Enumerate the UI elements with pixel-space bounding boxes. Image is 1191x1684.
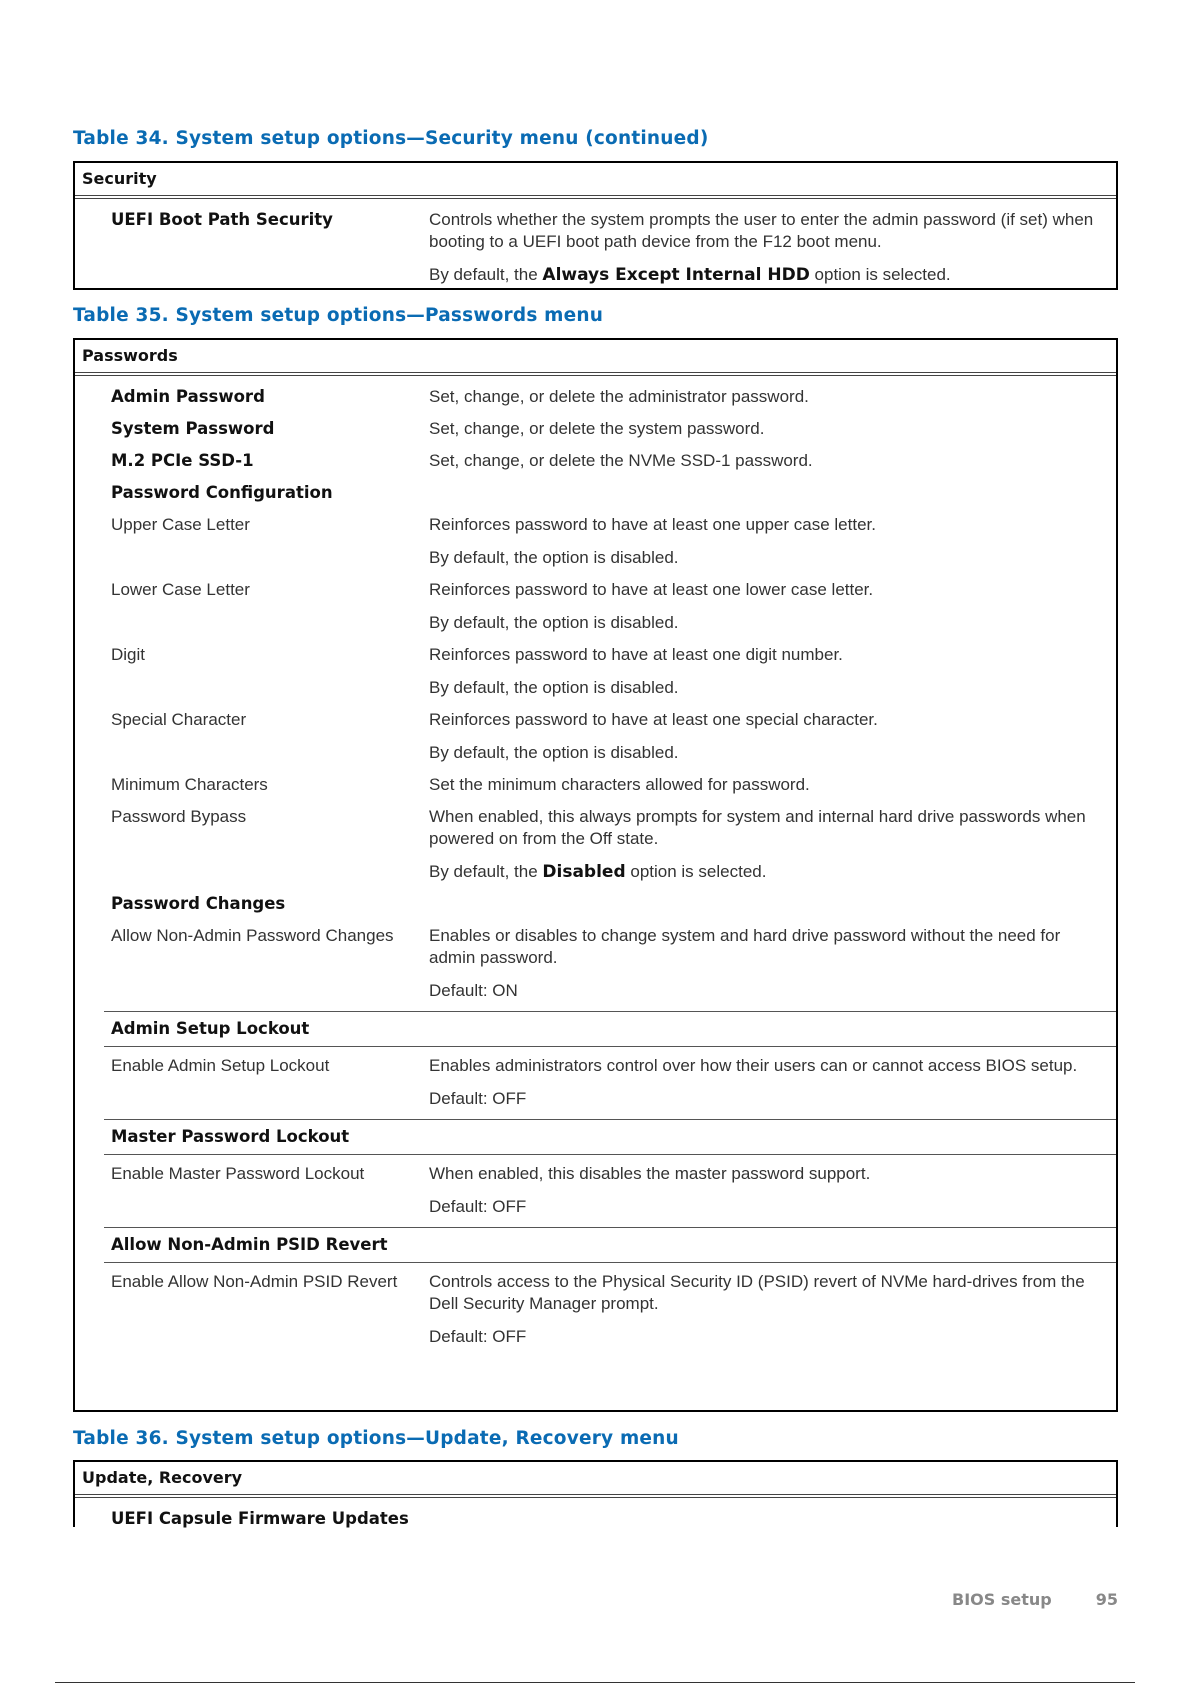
table-row xyxy=(75,1047,1116,1110)
table-row xyxy=(75,408,1116,440)
row-label: Minimum Characters xyxy=(111,775,268,794)
row-label: Password Bypass xyxy=(111,807,247,826)
row-description: Reinforces password to have at least one special character. By default, the option is disabled. xyxy=(429,710,878,762)
row-description: Set, change, or delete the system password. xyxy=(429,419,765,438)
row-label: UEFI Capsule Firmware Updates xyxy=(111,1509,409,1528)
table-34-caption: Table 34. System setup options—Security menu (continued) xyxy=(73,128,709,149)
row-description: Controls access to the Physical Security ID (PSID) revert of NVMe hard-drives from the Dell Security Manager prompt. Default: OFF xyxy=(429,1272,1085,1346)
row-label: Password Configuration xyxy=(111,483,333,502)
row-description: Reinforces password to have at least one digit number. By default, the option is disabled. xyxy=(429,645,843,697)
subsection-header: Allow Non-Admin PSID Revert xyxy=(104,1227,1116,1263)
row-description xyxy=(429,209,1116,286)
row-label: Lower Case Letter xyxy=(111,580,250,599)
bottom-divider xyxy=(55,1682,1135,1683)
table-36-header: Update, Recovery xyxy=(75,1462,1116,1498)
table-35-header: Passwords xyxy=(75,340,1116,376)
table-row xyxy=(75,1263,1116,1348)
row-label: UEFI Boot Path Security xyxy=(111,210,333,229)
subsection-header: Master Password Lockout xyxy=(104,1119,1116,1155)
table-row xyxy=(75,199,1116,286)
table-row xyxy=(75,883,1116,915)
table-row xyxy=(75,1155,1116,1218)
table-row xyxy=(75,634,1116,699)
page-number: 95 xyxy=(1095,1590,1118,1609)
row-description: Set the minimum characters allowed for password. xyxy=(429,775,810,794)
table-row xyxy=(75,376,1116,408)
table-row xyxy=(75,504,1116,569)
footer-section: BIOS setup xyxy=(952,1590,1052,1609)
table-35-caption: Table 35. System setup options—Passwords menu xyxy=(73,305,604,326)
row-description: When enabled, this disables the master password support. Default: OFF xyxy=(429,1164,871,1216)
row-description: Reinforces password to have at least one lower case letter. By default, the option is disabled. xyxy=(429,580,874,632)
row-label: Enable Allow Non-Admin PSID Revert xyxy=(111,1272,398,1291)
row-label: Special Character xyxy=(111,710,247,729)
table-row xyxy=(75,472,1116,504)
row-label: Upper Case Letter xyxy=(111,515,250,534)
page-footer xyxy=(952,1590,1118,1609)
row-description: Set, change, or delete the NVMe SSD-1 password. xyxy=(429,451,813,470)
row-label: System Password xyxy=(111,419,275,438)
row-label: Enable Master Password Lockout xyxy=(111,1164,365,1183)
row-description: When enabled, this always prompts for system and internal hard drive passwords when powered on from the Off state. By default, the Disabled option is selected. xyxy=(429,807,1086,882)
row-description: Enables or disables to change system and hard drive password without the need for admin password. Default: ON xyxy=(429,926,1061,1000)
row-description: Enables administrators control over how their users can or cannot access BIOS setup. Default: OFF xyxy=(429,1056,1078,1108)
table-row xyxy=(75,915,1116,1002)
table-row xyxy=(75,1498,1116,1530)
table-row xyxy=(75,440,1116,472)
table-36-caption: Table 36. System setup options—Update, Recovery menu xyxy=(73,1428,679,1449)
description-text: Controls whether the system prompts the user to enter the admin password (if set) when booting to a UEFI boot path device from the F12 boot menu. xyxy=(429,210,1094,251)
row-label: Digit xyxy=(111,645,146,664)
row-label: M.2 PCIe SSD-1 xyxy=(111,451,254,470)
description-default: By default, the Always Except Internal HDD option is selected. xyxy=(429,265,951,285)
table-row xyxy=(75,764,1116,796)
table-34 xyxy=(73,161,1118,290)
subsection-header: Admin Setup Lockout xyxy=(104,1011,1116,1047)
row-label: Enable Admin Setup Lockout xyxy=(111,1056,330,1075)
row-description: Set, change, or delete the administrator password. xyxy=(429,387,809,406)
row-description: Reinforces password to have at least one upper case letter. By default, the option is disabled. xyxy=(429,515,876,567)
row-label: Allow Non-Admin Password Changes xyxy=(111,926,394,945)
table-row xyxy=(75,699,1116,764)
table-row xyxy=(75,569,1116,634)
row-label: Admin Password xyxy=(111,387,265,406)
table-row xyxy=(75,796,1116,883)
table-36 xyxy=(73,1460,1118,1527)
table-35 xyxy=(73,338,1118,1412)
row-label: Password Changes xyxy=(111,894,286,913)
table-34-header: Security xyxy=(75,163,1116,199)
